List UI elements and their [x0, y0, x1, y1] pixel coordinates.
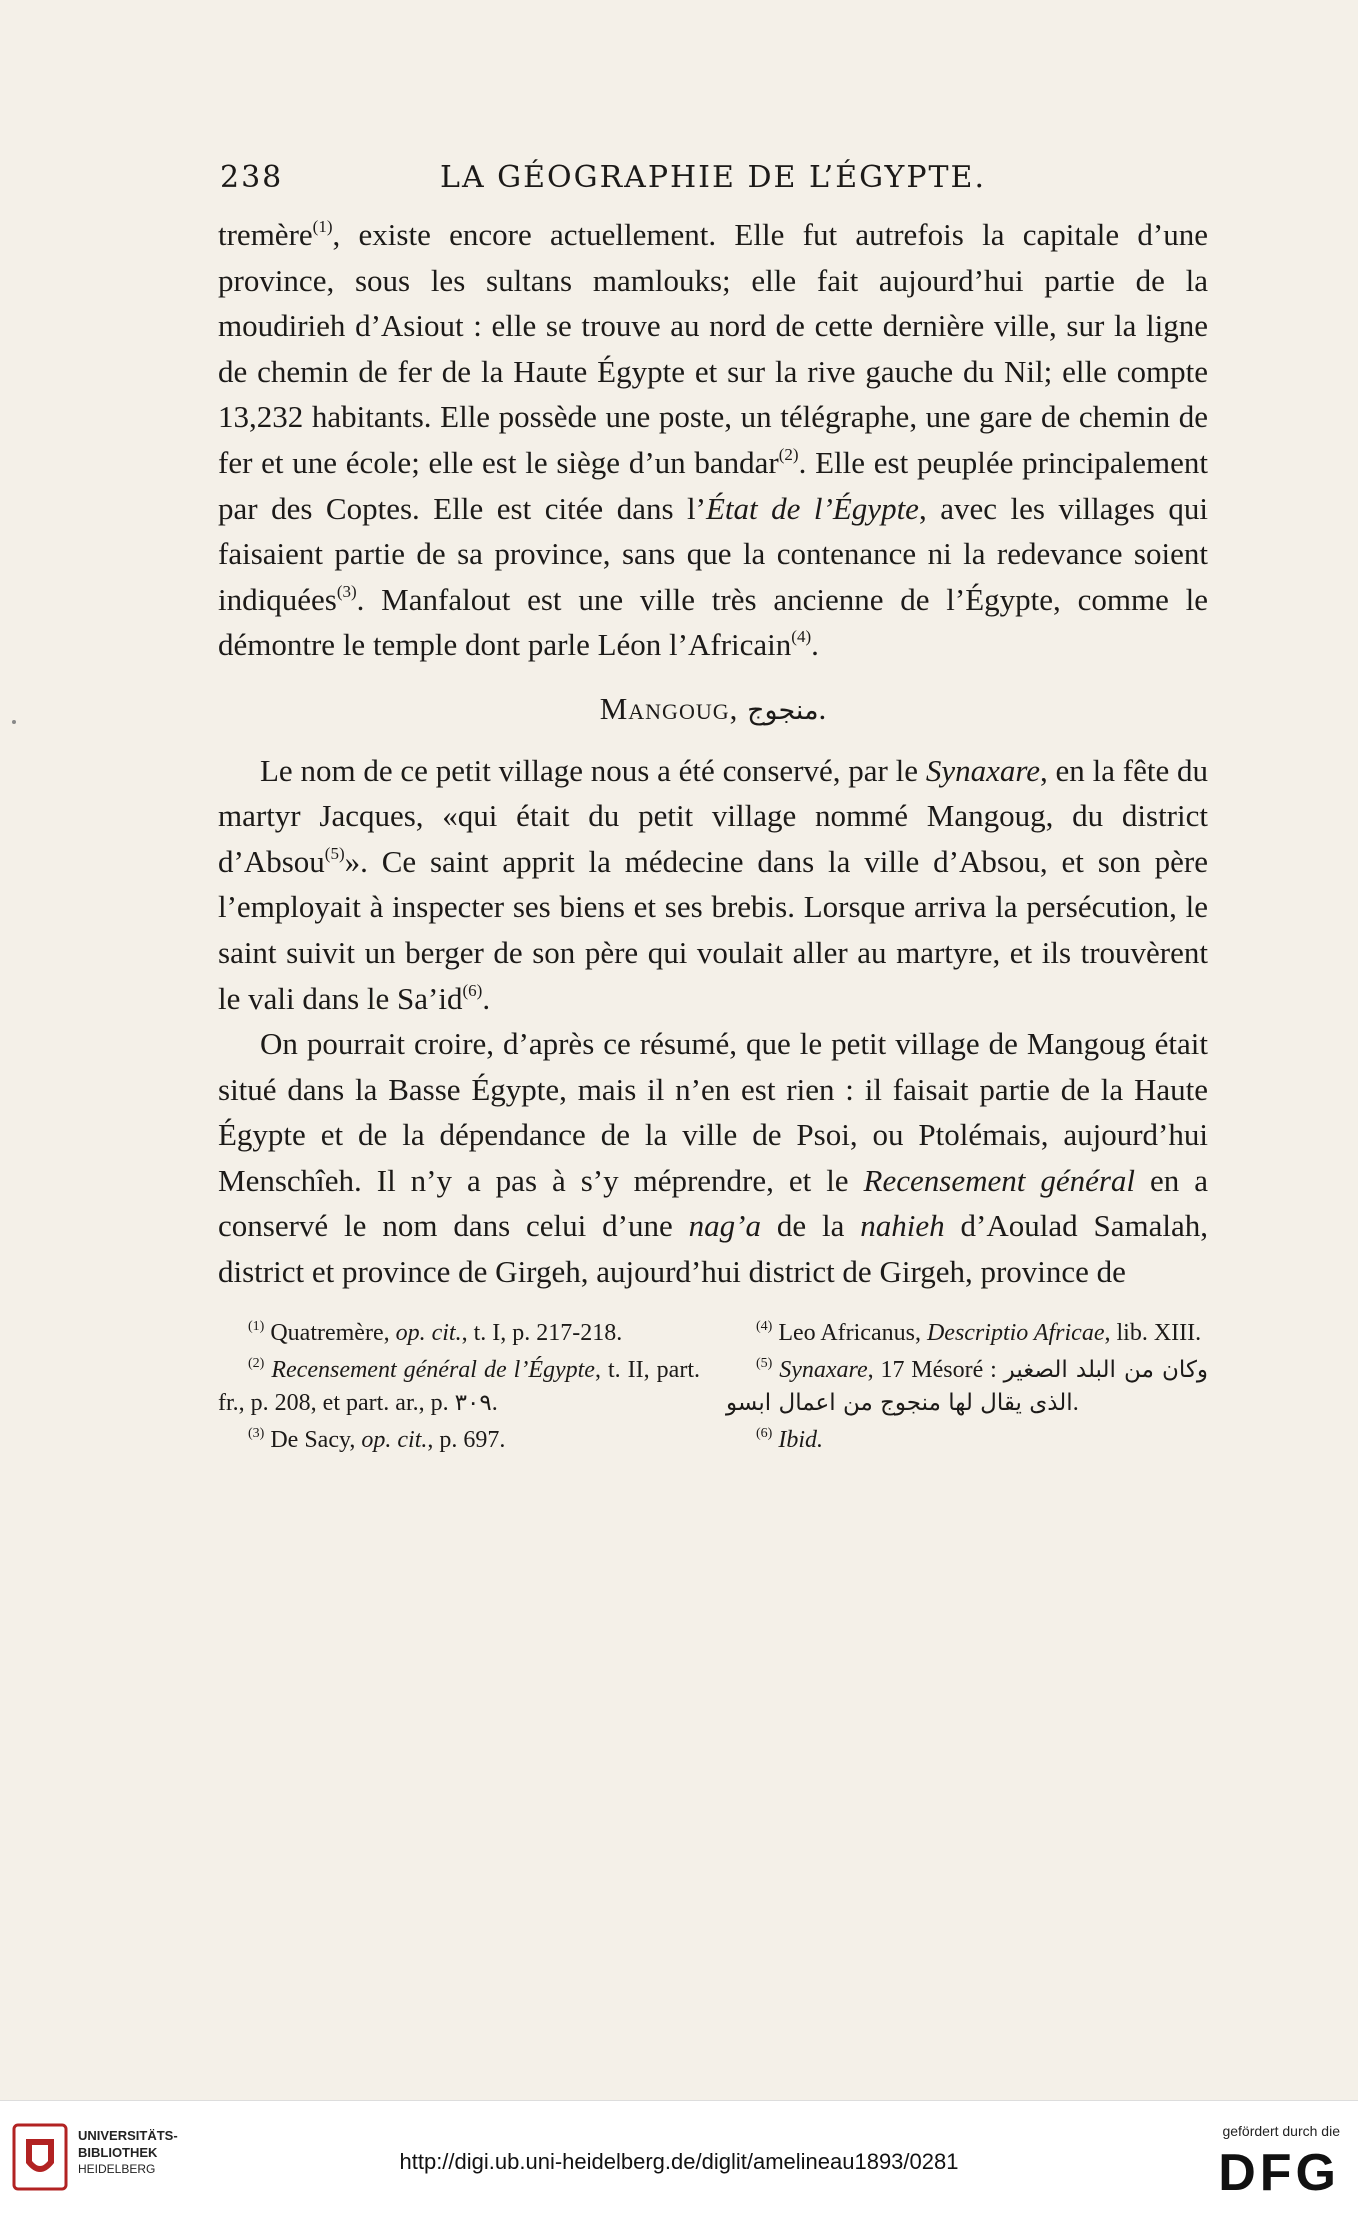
university-name: UNIVERSITÄTS- BIBLIOTHEK HEIDELBERG	[78, 2128, 178, 2176]
footnote-ref-1[interactable]: (1)	[312, 217, 333, 236]
arabic-name: منجوج	[747, 694, 819, 726]
page-content	[218, 160, 1208, 1461]
footnote-ref-2[interactable]: (2)	[778, 444, 799, 464]
page-number: 238	[220, 160, 284, 195]
footnote-1: $^{(1)}$ Quatremère, op. cit., t. I, p. 217-218.	[248, 1318, 623, 1346]
dfg-logo: DFG	[1218, 2144, 1340, 2202]
margin-speck	[12, 720, 16, 724]
running-title: LA GÉOGRAPHIE DE L’ÉGYPTE.	[440, 160, 986, 195]
footnotes-right	[726, 1317, 1208, 1461]
footnote-ref-4[interactable]: (4)	[791, 627, 812, 647]
paragraph-manfalout: tremère$^{(1)}$, existe encore actuellement. Elle fut autrefois la capitale d’une province, sous les sultans mamlouks; elle fait aujourd’hui partie de la moudirieh d’Asiout : elle se trouve au nord de cette dernière ville, sur la ligne de chemin de fer de la Haute Égypte et sur la rive gauche du Nil; elle compte 13,232 habitants. Elle possède une poste, un télégraphe, une gare de chemin de fer et une école; elle est le siège d’un bandar$^{(2)}$. Elle est peuplée principalement par des Coptes. Elle est citée dans l’État de l’Égypte, avec les villages qui faisaient partie de sa province, sans que la contenance ni la redevance soient indiquées$^{(3)}$. Manfalout est une ville très ancienne de l’Égypte, comme le démontre le temple dont parle Léon l’Africain$^{(4)}$.	[218, 217, 1209, 663]
footnote-6: $^{(6)}$ Ibid.	[756, 1425, 823, 1453]
funder-label: gefördert durch die	[1222, 2123, 1340, 2139]
footnote-2: $^{(2)}$ Recensement général de l’Égypte, t. II, part. fr., p. 208, et part. ar., p. ٣٠٩.	[218, 1355, 700, 1416]
running-head	[218, 160, 1208, 212]
arabic-quote: وكان من البلد الصغير الذى يقال لها منجوج من اعمال ابسو	[726, 1356, 1209, 1416]
section-heading-mangoug: Mangoug, منجوج.	[599, 690, 827, 726]
paragraph-synaxare: Le nom de ce petit village nous a été conservé, par le Synaxare, en la fête du martyr Jacques, «qui était du petit village nommé Mangoug, du district d’Absou$^{(5)}$». Ce saint apprit la médecine dans la ville d’Absou, et son père l’employait à inspecter ses biens et ses brebis. Lorsque arriva la persécution, le saint suivit un berger de son père qui voulait aller au martyre, et ils trouvèrent le vali dans le $Sa’id^{(6)}$.	[218, 752, 1208, 1016]
footnote-3: $^{(3)}$ De Sacy, op. cit., p. 697.	[248, 1425, 506, 1453]
paragraph-psoi: On pourrait croire, d’après ce résumé, que le petit village de Mangoug était situé dans la Basse Égypte, mais il n’en est rien : il faisait partie de la Haute Égypte et de la dépendance de la ville de Psoi, ou Ptolémais, aujourd’hui Menschîeh. Il n’y a pas à s’y méprendre, et le Recensement général en a conservé le nom dans celui d’une nag’a de la nahieh d’Aoulad Samalah, district et province de Girgeh, aujourd’hui district de Girgeh, province de	[218, 1026, 1208, 1290]
footnote-ref-5[interactable]: (5)	[324, 843, 345, 863]
footnote-4: $^{(4)}$ Leo Africanus, Descriptio Africae, lib. XIII.	[756, 1318, 1202, 1346]
footnote-5: $^{(5)}$ Synaxare, 17 Mésoré : وكان من البلد الصغير الذى يقال لها منجوج من اعمال ابسو.	[726, 1355, 1209, 1416]
digitization-footer	[0, 2100, 1358, 2213]
footnote-ref-6[interactable]: (6)	[462, 980, 483, 1000]
footnote-ref-3[interactable]: (3)	[336, 581, 357, 601]
footnotes	[218, 1317, 1208, 1461]
body-text	[218, 212, 1208, 1295]
footnotes-left	[218, 1317, 700, 1461]
permalink-url[interactable]: http://digi.ub.uni-heidelberg.de/diglit/amelineau1893/0281	[399, 2149, 959, 2174]
